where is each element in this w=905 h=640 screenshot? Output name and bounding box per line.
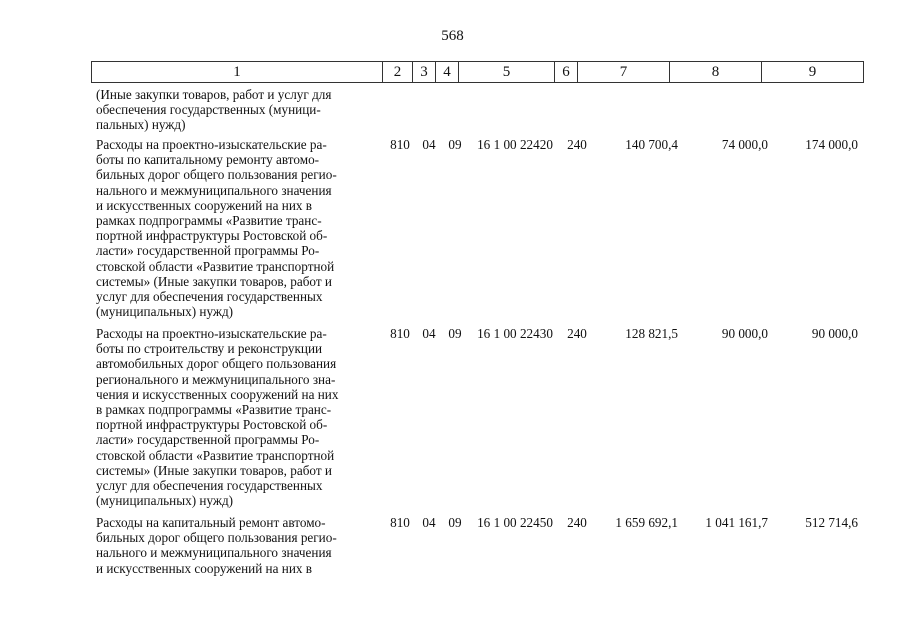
description-line: стовской области «Развитие транспортной — [96, 447, 335, 463]
description-line: нального и межмуниципального значения — [96, 545, 332, 561]
description-line: пальных) нужд) — [96, 117, 186, 133]
column-header-row — [91, 61, 864, 83]
cell-column-8: 90 000,0 — [721, 326, 768, 341]
cell-column-9: 512 714,6 — [805, 515, 858, 530]
description-line: системы» (Иные закупки товаров, работ и — [96, 273, 332, 289]
column-header-5: 5 — [459, 62, 555, 83]
cell-column-9: 174 000,0 — [805, 137, 858, 152]
description-line: ласти» государственной программы Ро- — [96, 243, 320, 259]
cell-column-5: 16 1 00 22420 — [477, 137, 553, 152]
description-line: портной инфраструктуры Ростовской об- — [96, 228, 328, 244]
column-header-6: 6 — [555, 62, 578, 83]
cell-column-4: 09 — [448, 326, 462, 341]
cell-column-4: 09 — [448, 515, 462, 530]
description-line: в рамках подпрограммы «Развитие транс- — [96, 402, 332, 418]
description-line: Расходы на проектно-изыскательские ра- — [96, 326, 327, 341]
row-description — [96, 515, 377, 576]
cell-column-7: 1 659 692,1 — [615, 515, 678, 530]
description-line: (Иные закупки товаров, работ и услуг для — [96, 87, 332, 102]
description-line: боты по капитальному ремонту автомо- — [96, 152, 320, 168]
description-line: стовской области «Развитие транспортной — [96, 258, 335, 274]
row-description — [96, 326, 377, 508]
cell-column-6: 240 — [567, 515, 587, 530]
cell-column-6: 240 — [567, 326, 587, 341]
description-line: обеспечения государственных (муници- — [96, 102, 321, 118]
cell-column-5: 16 1 00 22450 — [477, 515, 553, 530]
column-header-3: 3 — [413, 62, 436, 83]
description-line: регионального и межмуниципального зна- — [96, 371, 336, 387]
cell-column-8: 74 000,0 — [721, 137, 768, 152]
column-header-4: 4 — [436, 62, 459, 83]
description-line: нального и межмуниципального значения — [96, 182, 332, 198]
description-line: (муниципальных) нужд) — [96, 304, 234, 320]
cell-column-3: 04 — [422, 137, 436, 152]
description-line: портной инфраструктуры Ростовской об- — [96, 417, 328, 433]
cell-column-7: 128 821,5 — [625, 326, 678, 341]
column-header-9: 9 — [762, 62, 864, 83]
cell-column-6: 240 — [567, 137, 587, 152]
column-header-1: 1 — [92, 62, 383, 83]
cell-column-3: 04 — [422, 326, 436, 341]
cell-column-3: 04 — [422, 515, 436, 530]
description-line: ласти» государственной программы Ро- — [96, 432, 320, 448]
cell-column-2: 810 — [390, 326, 410, 341]
cell-column-9: 90 000,0 — [811, 326, 858, 341]
column-header-7: 7 — [578, 62, 670, 83]
cell-column-7: 140 700,4 — [625, 137, 678, 152]
cell-column-4: 09 — [448, 137, 462, 152]
description-line: рамках подпрограммы «Развитие транс- — [96, 213, 322, 229]
row-description — [96, 137, 377, 319]
description-line: (муниципальных) нужд) — [96, 493, 234, 509]
description-line: бильных дорог общего пользования регио- — [96, 167, 337, 183]
description-line: Расходы на капитальный ремонт автомо- — [96, 515, 326, 530]
description-line: системы» (Иные закупки товаров, работ и — [96, 462, 332, 478]
description-line: и искусственных сооружений на них в — [96, 560, 312, 576]
description-line: услуг для обеспечения государственных — [96, 478, 323, 494]
description-line: услуг для обеспечения государственных — [96, 289, 323, 305]
column-header-8: 8 — [670, 62, 762, 83]
description-line: и искусственных сооружений на них в — [96, 197, 312, 213]
cell-column-5: 16 1 00 22430 — [477, 326, 553, 341]
cell-column-2: 810 — [390, 515, 410, 530]
row-description — [96, 87, 377, 133]
description-line: Расходы на проектно-изыскательские ра- — [96, 137, 327, 152]
cell-column-8: 1 041 161,7 — [705, 515, 768, 530]
description-line: бильных дорог общего пользования регио- — [96, 530, 337, 546]
description-line: автомобильных дорог общего пользования — [96, 356, 337, 372]
cell-column-2: 810 — [390, 137, 410, 152]
description-line: боты по строительству и реконструкции — [96, 341, 323, 357]
description-line: чения и искусственных сооружений на них — [96, 386, 339, 402]
column-header-2: 2 — [383, 62, 413, 83]
page-number: 568 — [441, 28, 464, 44]
